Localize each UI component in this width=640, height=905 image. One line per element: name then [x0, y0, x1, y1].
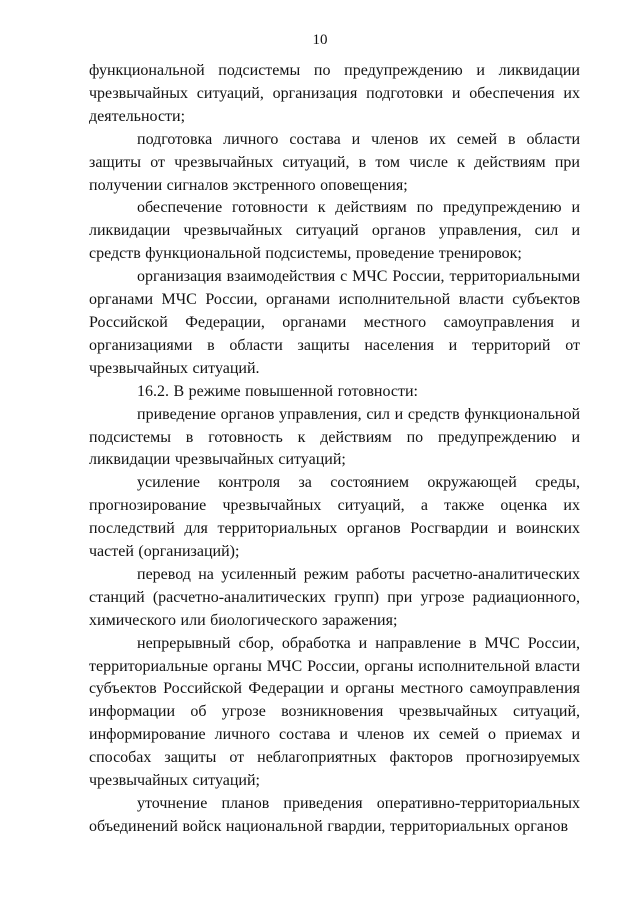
paragraph: перевод на усиленный режим работы расчетно-аналитических станций (расчетно-аналитических групп) при угрозе радиационного, химического или биологического заражения;: [89, 565, 580, 629]
paragraph: функциональной подсистемы по предупреждению и ликвидации чрезвычайных ситуаций, организация подготовки и обеспечения их деятельности;: [89, 62, 580, 125]
paragraph: приведение органов управления, сил и средств функциональной подсистемы в готовность к действиям по предупреждению и ликвидации чрезвычайных ситуаций;: [89, 405, 580, 469]
paragraph: организация взаимодействия с МЧС России, территориальными органами МЧС России, органами исполнительной власти субъектов Российской Федерации, органами местного самоуправления и организациями в области защиты населения и территорий от чрезвычайных ситуаций.: [89, 268, 580, 377]
section-heading: 16.2. В режиме повышенной готовности:: [137, 382, 418, 400]
paragraph: усиление контроля за состоянием окружающей среды, прогнозирование чрезвычайных ситуаций, а также оценка их последствий для территориальных органов Росгвардии и воинских частей (организаций);: [89, 474, 580, 561]
paragraph: непрерывный сбор, обработка и направление в МЧС России, территориальные органы МЧС России, органы исполнительной власти субъектов Российской Федерации и органы местного самоуправления информации об угрозе возникновения чрезвычайных ситуаций, информирование личного состава и членов их семей о приемах и способах защиты от неблагоприятных факторов прогнозируемых чрезвычайных ситуаций;: [89, 634, 580, 790]
page-number: 10: [312, 32, 328, 48]
paragraph: уточнение планов приведения оперативно-территориальных объединений войск национальной гвардии, территориальных органов: [89, 795, 580, 835]
document-body: [89, 60, 580, 839]
paragraph: подготовка личного состава и членов их семей в области защиты от чрезвычайных ситуаций, в том числе к действиям при получении сигналов экстренного оповещения;: [89, 130, 580, 194]
paragraph: обеспечение готовности к действиям по предупреждению и ликвидации чрезвычайных ситуаций органов управления, сил и средств функциональной подсистемы, проведение тренировок;: [89, 199, 580, 263]
